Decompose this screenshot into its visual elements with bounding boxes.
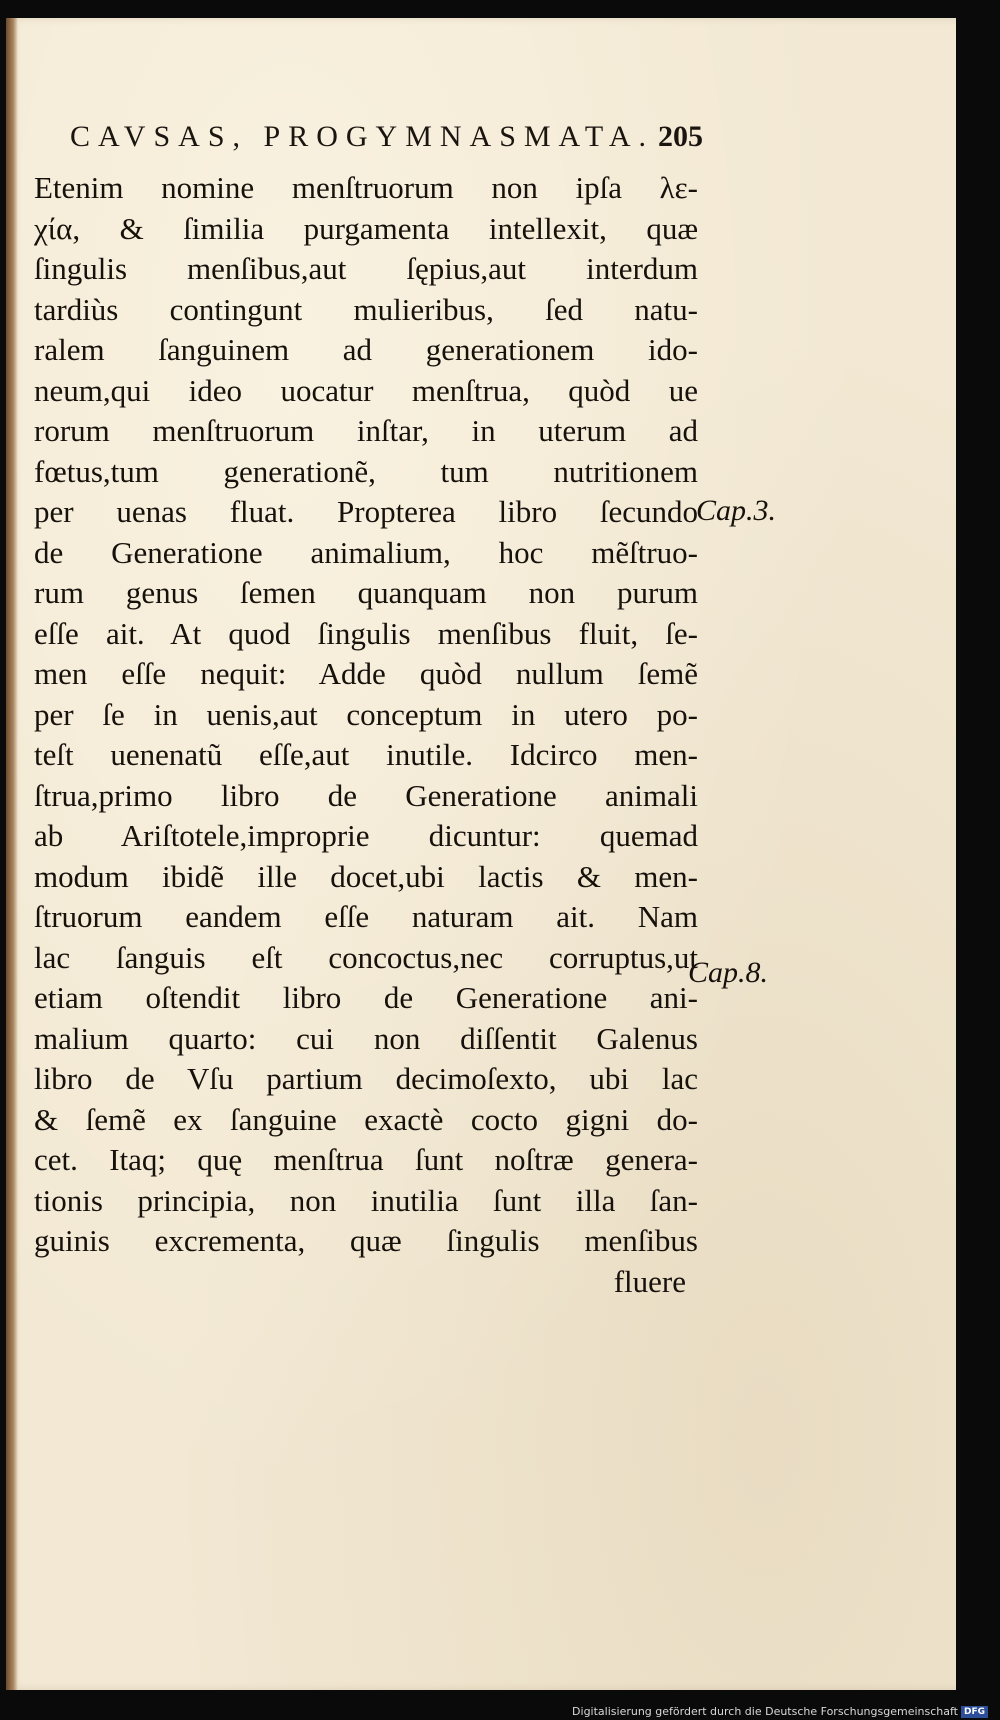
page-number: 205 xyxy=(658,120,703,153)
text-line: de Generatione animalium, hoc mẽſtruo- xyxy=(34,534,698,570)
text-line: & ſemẽ ex ſanguine exactè cocto gigni do- xyxy=(34,1101,698,1137)
text-line: libro de Vſu partium decimoſexto, ubi lac xyxy=(34,1061,698,1096)
text-line: tardiùs contingunt mulieribus, ſed natu- xyxy=(34,291,698,327)
text-line: neum,qui ideo uocatur menſtrua, quòd ue xyxy=(34,372,698,408)
marginal-note-cap-3: Cap.3. xyxy=(696,494,777,527)
dfg-logo: DFG xyxy=(961,1706,988,1718)
text-line: etiam oſtendit libro de Generatione ani- xyxy=(34,980,698,1015)
text-line: modum ibidẽ ille docet,ubi lactis & men- xyxy=(34,858,698,894)
text-line: guinis excrementa, quæ ſingulis menſibus xyxy=(34,1223,698,1258)
text-line: men eſſe nequit: Adde quòd nullum ſemẽ xyxy=(34,656,698,691)
text-line: tionis principia, non inutilia ſunt illa ſan- xyxy=(34,1182,698,1218)
text-line: ſingulis menſibus,aut ſępius,aut interdum xyxy=(34,251,698,286)
text-line: Etenim nomine menſtruorum non ipſa λε- xyxy=(34,170,698,205)
page-gutter-shadow xyxy=(6,18,18,1690)
digitization-credit-text: Digitalisierung gefördert durch die Deutsche Forschungsgemeinschaft xyxy=(572,1705,958,1718)
catchword: fluere xyxy=(613,1263,686,1299)
text-line: cet. Itaq; quę menſtrua ſunt noſtræ genera- xyxy=(34,1142,698,1177)
body-text xyxy=(34,168,698,1302)
text-line: eſſe ait. At quod ſingulis menſibus fluit, ſe- xyxy=(34,615,698,651)
text-line: χία, & ſimilia purgamenta intellexit, quæ xyxy=(34,210,698,246)
running-head xyxy=(70,120,703,154)
text-line: per ſe in uenis,aut conceptum in utero po- xyxy=(34,696,698,732)
book-page xyxy=(6,18,956,1690)
text-line: ab Ariſtotele,improprie dicuntur: quemad xyxy=(34,818,698,853)
text-line: rorum menſtruorum inſtar, in uterum ad xyxy=(34,413,698,448)
text-line: malium quarto: cui non diſſentit Galenus xyxy=(34,1020,698,1056)
text-line: ſtruorum eandem eſſe naturam ait. Nam xyxy=(34,899,698,934)
text-line: per uenas fluat. Propterea libro ſecundo xyxy=(34,494,698,529)
text-line: ſtrua,primo libro de Generatione animali xyxy=(34,777,698,813)
text-line: fœtus,tum generationẽ, tum nutritionem xyxy=(34,453,698,489)
running-head-title: CAVSAS, PROGYMNASMATA. xyxy=(70,120,654,153)
digitization-credit xyxy=(572,1705,988,1718)
text-line: teſt uenenatũ eſſe,aut inutile. Idcirco men- xyxy=(34,737,698,772)
text-line: ralem ſanguinem ad generationem ido- xyxy=(34,332,698,367)
marginal-note-cap-8: Cap.8. xyxy=(688,956,769,989)
text-line: rum genus ſemen quanquam non purum xyxy=(34,575,698,610)
text-line: lac ſanguis eſt concoctus,nec corruptus,ut xyxy=(34,939,698,975)
